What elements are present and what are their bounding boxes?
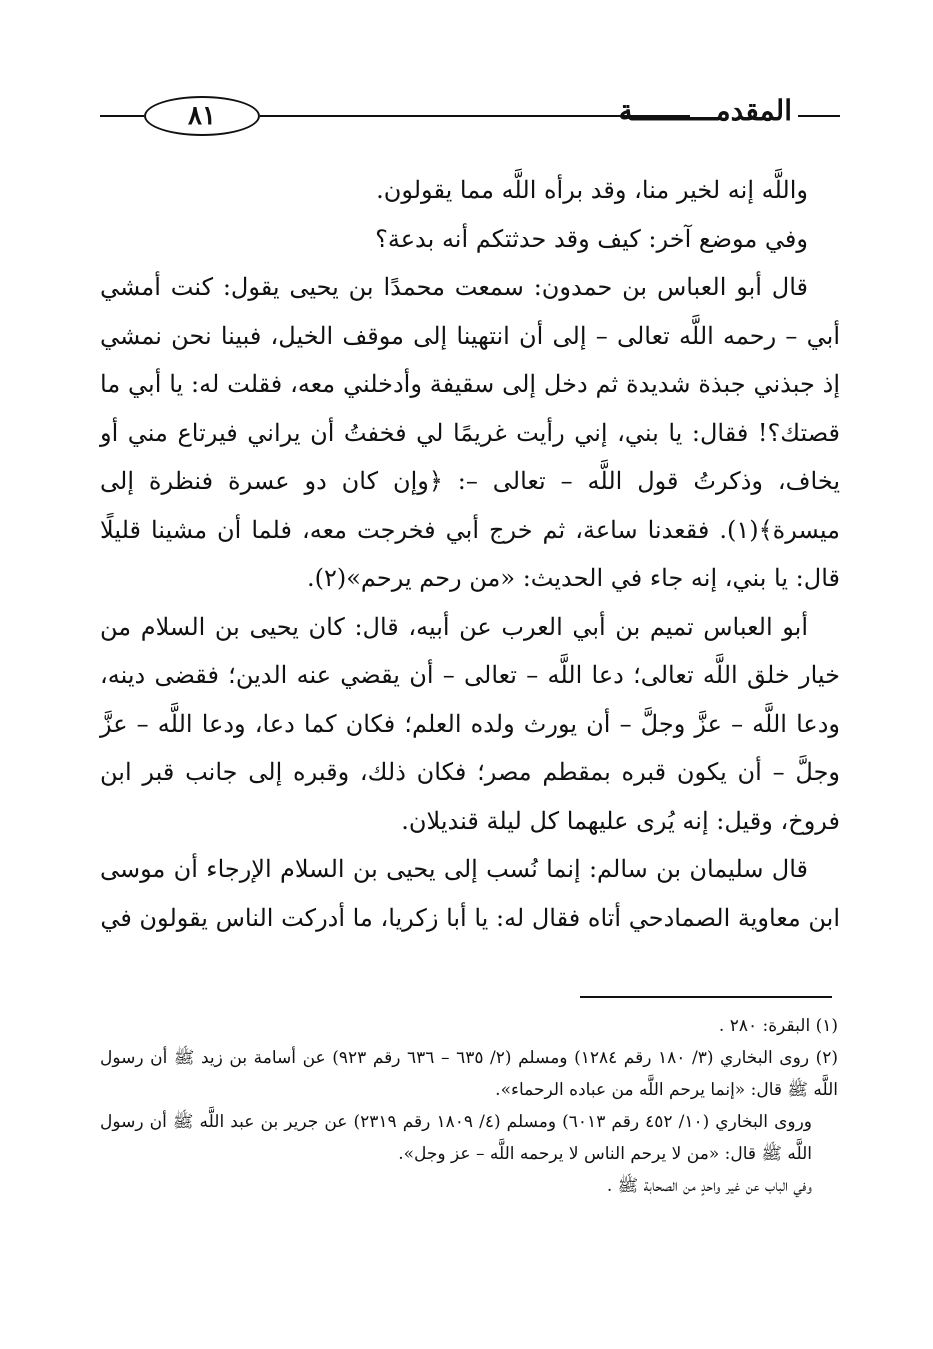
- paragraph: قال سليمان بن سالم: إنما نُسب إلى يحيى بن السلام الإرجاء أن موسى ابن معاوية الصمادحي أتاه فقال له: يا أبا زكريا، ما أدركت الناس يقولون في: [100, 855, 840, 932]
- paragraph: واللَّه إنه لخير منا، وقد برأه اللَّه مما يقولون.: [376, 176, 808, 204]
- footnotes: [100, 1010, 838, 1202]
- chapter-title: المقدمــــــــــة: [618, 94, 792, 127]
- paragraph: أبو العباس تميم بن أبي العرب عن أبيه، قال: كان يحيى بن السلام من خيار خلق اللَّه تعالى؛ دعا اللَّه – تعالى – أن يقضي عنه الدين؛ فقضى دينه، ودعا اللَّه – عزَّ وجلَّ – أن يورث ولده العلم؛ فكان كما دعا، ودعا اللَّه – عزَّ وجلَّ – أن يكون قبره بمقطم مصر؛ فكان ذلك، وقبره إلى جانب قبر ابن فروخ، وقيل: إنه يُرى عليهما كل ليلة قنديلان.: [100, 612, 840, 835]
- footnote: (٢) روى البخاري (٣/ ١٨٠ رقم ١٢٨٤) ومسلم (٢/ ٦٣٥ – ٦٣٦ رقم ٩٢٣) عن أسامة بن زيد ﷺ أن رسول اللَّه ﷺ قال: «إنما يرحم اللَّه من عباده الرحماء».: [100, 1048, 839, 1100]
- paragraph: قال أبو العباس بن حمدون: سمعت محمدًا بن يحيى يقول: كنت أمشي أبي – رحمه اللَّه تعالى – إلى أن انتهينا إلى موقف الخيل، فبينا نحن نمشي إذ جبذني جبذة شديدة ثم دخل إلى سقيفة وأدخلني معه، فقلت له: يا أبي ما قصتك؟! فقال: يا بني، إني رأيت غريمًا لي فخفتُ أن يراني فيرتاع مني أو يخاف، وذكرتُ قول اللَّه – تعالى –: ﴿وإن كان دو عسرة فنظرة إلى ميسرة﴾(١). فقعدنا ساعة، ثم خرج أبي فخرجت معه، فلما أن مشينا قليلًا قال: يا بني، إنه جاء في الحديث: «من رحم يرحم»(٢).: [100, 273, 840, 592]
- page-header: [100, 88, 840, 144]
- footnote-continuation: وروى البخاري (١٠/ ٤٥٢ رقم ٦٠١٣) ومسلم (٤/ ١٨٠٩ رقم ٢٣١٩) عن جرير بن عبد اللَّه ﷺ أن رسول اللَّه ﷺ قال: «من لا يرحم الناس لا يرحمه اللَّه – عز وجل».: [100, 1112, 813, 1164]
- paragraph: وفي موضع آخر: كيف وقد حدثتكم أنه بدعة؟: [375, 224, 808, 253]
- footnote-continuation: وفي الباب عن غير واحدٍ من الصحابة ﷺ .: [606, 1176, 812, 1196]
- page-number: ٨١: [144, 96, 260, 136]
- header-rule-right: [798, 115, 840, 117]
- header-rule-left: [100, 115, 144, 117]
- footnote-separator: [580, 996, 832, 998]
- main-text: [100, 166, 840, 942]
- footnote: (١) البقرة: ٢٨٠ .: [718, 1016, 838, 1036]
